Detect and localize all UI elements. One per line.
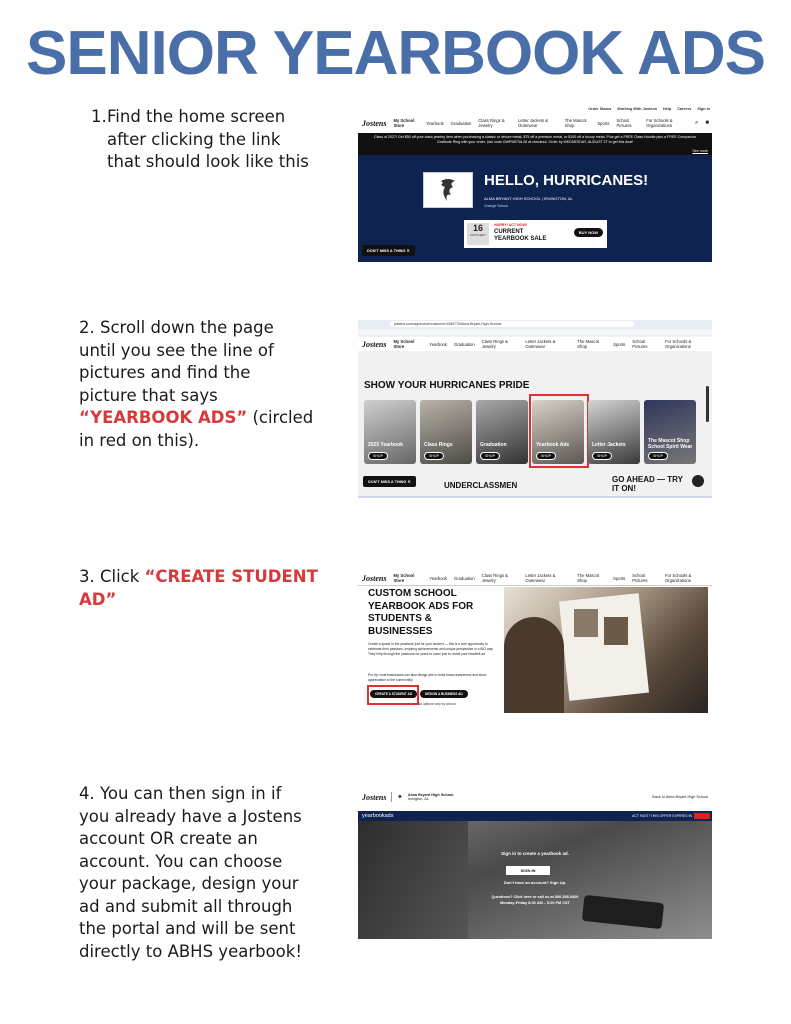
dont-miss-banner: DON'T MISS A THING ✕ (362, 245, 415, 256)
screenshot-sign-in: Jostens ✦ Alma Bryant High School Irvington, AL Back to Alma Bryant High School yearbookads ACT FAST! THIS OFFER EXPIRES IN Sign in to create a yearbook ad. SIGN IN Don't have an account? Sign Up. Questions? Click here or call us at 800-358-0800 Monday-Friday 8:00 AM – 5:00 PM CST (358, 787, 712, 939)
step-4-text: 4. You can then sign in if you already have a Jostens account OR create an account. You can choose your package, design your ad and submit all through the portal and will be sent directly to ABHS yearbook! (79, 784, 302, 961)
page-title: SENIOR YEARBOOK ADS (26, 19, 765, 88)
step-1-text: 1. Find the home screen after clicking the link that should look like this (91, 107, 309, 171)
card-graduation[interactable]: Graduation SHOP (476, 400, 528, 464)
step-2-text: 2. Scroll down the page until you see the line of pictures and find the picture that says “YEARBOOK ADS” (circled in red on this). (79, 318, 314, 450)
card-class-rings[interactable]: Class Rings SHOP (420, 400, 472, 464)
step-3-text: 3. Click “CREATE STUDENT AD” (79, 567, 318, 609)
hurricane-mascot (423, 172, 473, 208)
card-letter-jackets[interactable]: Letter Jackets SHOP (588, 400, 640, 464)
highlight-create-student-ad (367, 685, 419, 705)
jostens-logo: Jostens (362, 118, 387, 128)
highlight-yearbook-ads (529, 394, 589, 468)
card-yearbook-ads[interactable]: Yearbook Ads SHOP (532, 400, 584, 464)
create-student-ad-button[interactable]: CREATE A STUDENT AD (370, 690, 417, 698)
card-mascot-shop[interactable]: The Mascot Shop School Spirit Wear SHOP (644, 400, 696, 464)
design-business-ad-button[interactable]: DESIGN A BUSINESS AD (420, 690, 468, 698)
buy-now-button[interactable]: BUY NOW (574, 228, 603, 237)
close-icon: ✕ (406, 249, 410, 253)
yearbook-photo (504, 587, 708, 713)
search-icon: ⌕ (695, 119, 699, 126)
cart-icon: ■ (705, 120, 709, 126)
screenshot-pride: jostens.com/apps/store/customer/1089776/Alma-Bryant-High-School/ Jostens My School Store Yearbook Graduation Class Rings & Jewelry Letter Jackets & Outerwear The Mascot Shop Sports School Pictures For Schools & Organizations SHOW YOUR HURRICANES PRIDE 2025 Yearbook SHOP Class Rings SHOP Graduation SHOP Yearbook Ads SHOP Letter Jackets SHOP The Mascot Shop School Spirit Wear SHOP DON'T MISS A THING ✕ UNDERCLASSMEN GO AHEAD — TRY IT ON! (358, 320, 712, 498)
card-2025-yearbook[interactable]: 2025 Yearbook SHOP (364, 400, 416, 464)
screenshot-yearbook-ads: Jostens My School Store Yearbook Graduation Class Rings & Jewelry Letter Jackets & Outerwear The Mascot Shop Sports School Pictures For Schools & Organizations CUSTOM SCHOOL YEARBOOK ADS FOR STUDENTS & BUSINESSES Create a space in the yearbook just for your student — this is a rare opportunity to celebrate their passions, inspiring achievements and unique perspective in a BIG way. They'll flip through the yearbook for years to come just to revisit your heartfelt ad. Pro tip: local businesses can also design ads to build brand awareness and show appreciation to the community! CREATE A STUDENT AD DESIGN A BUSINESS AD Ad options vary by school. (358, 569, 712, 715)
sign-in-button[interactable]: SIGN IN (506, 866, 550, 875)
screenshot-home: Order Status Working With Jostens Help Careers Sign In Jostens My School Store Yearbook Graduation Class Rings & Jewelry Letter Jackets & Outerwear The Mascot Shop Sports School Pictures For Schools & Organizations ⌕ ■ Class of 2027! Get $50 off your class jewelry item when purchasing a classic or deluxe metal, $75 off a premium metal, or $100 off a luxury metal. Plus get a FREE Class Hoodie plus a FREE Companion Gratitude Ring with your order. Use code GWPMETAL26 at checkout. Order by WEDNESDAY, AUGUST 27 to get this deal! See more HELLO, HURRICANES! ALMA BRYANT HIGH SCHOOL | IRVINGTON, AL Change School 16 DAYS LEFT HURRY! ACT NOW! CURRENT YEARBOOK SALE BUY NOW DON'T MISS A THING ✕ (358, 107, 712, 262)
